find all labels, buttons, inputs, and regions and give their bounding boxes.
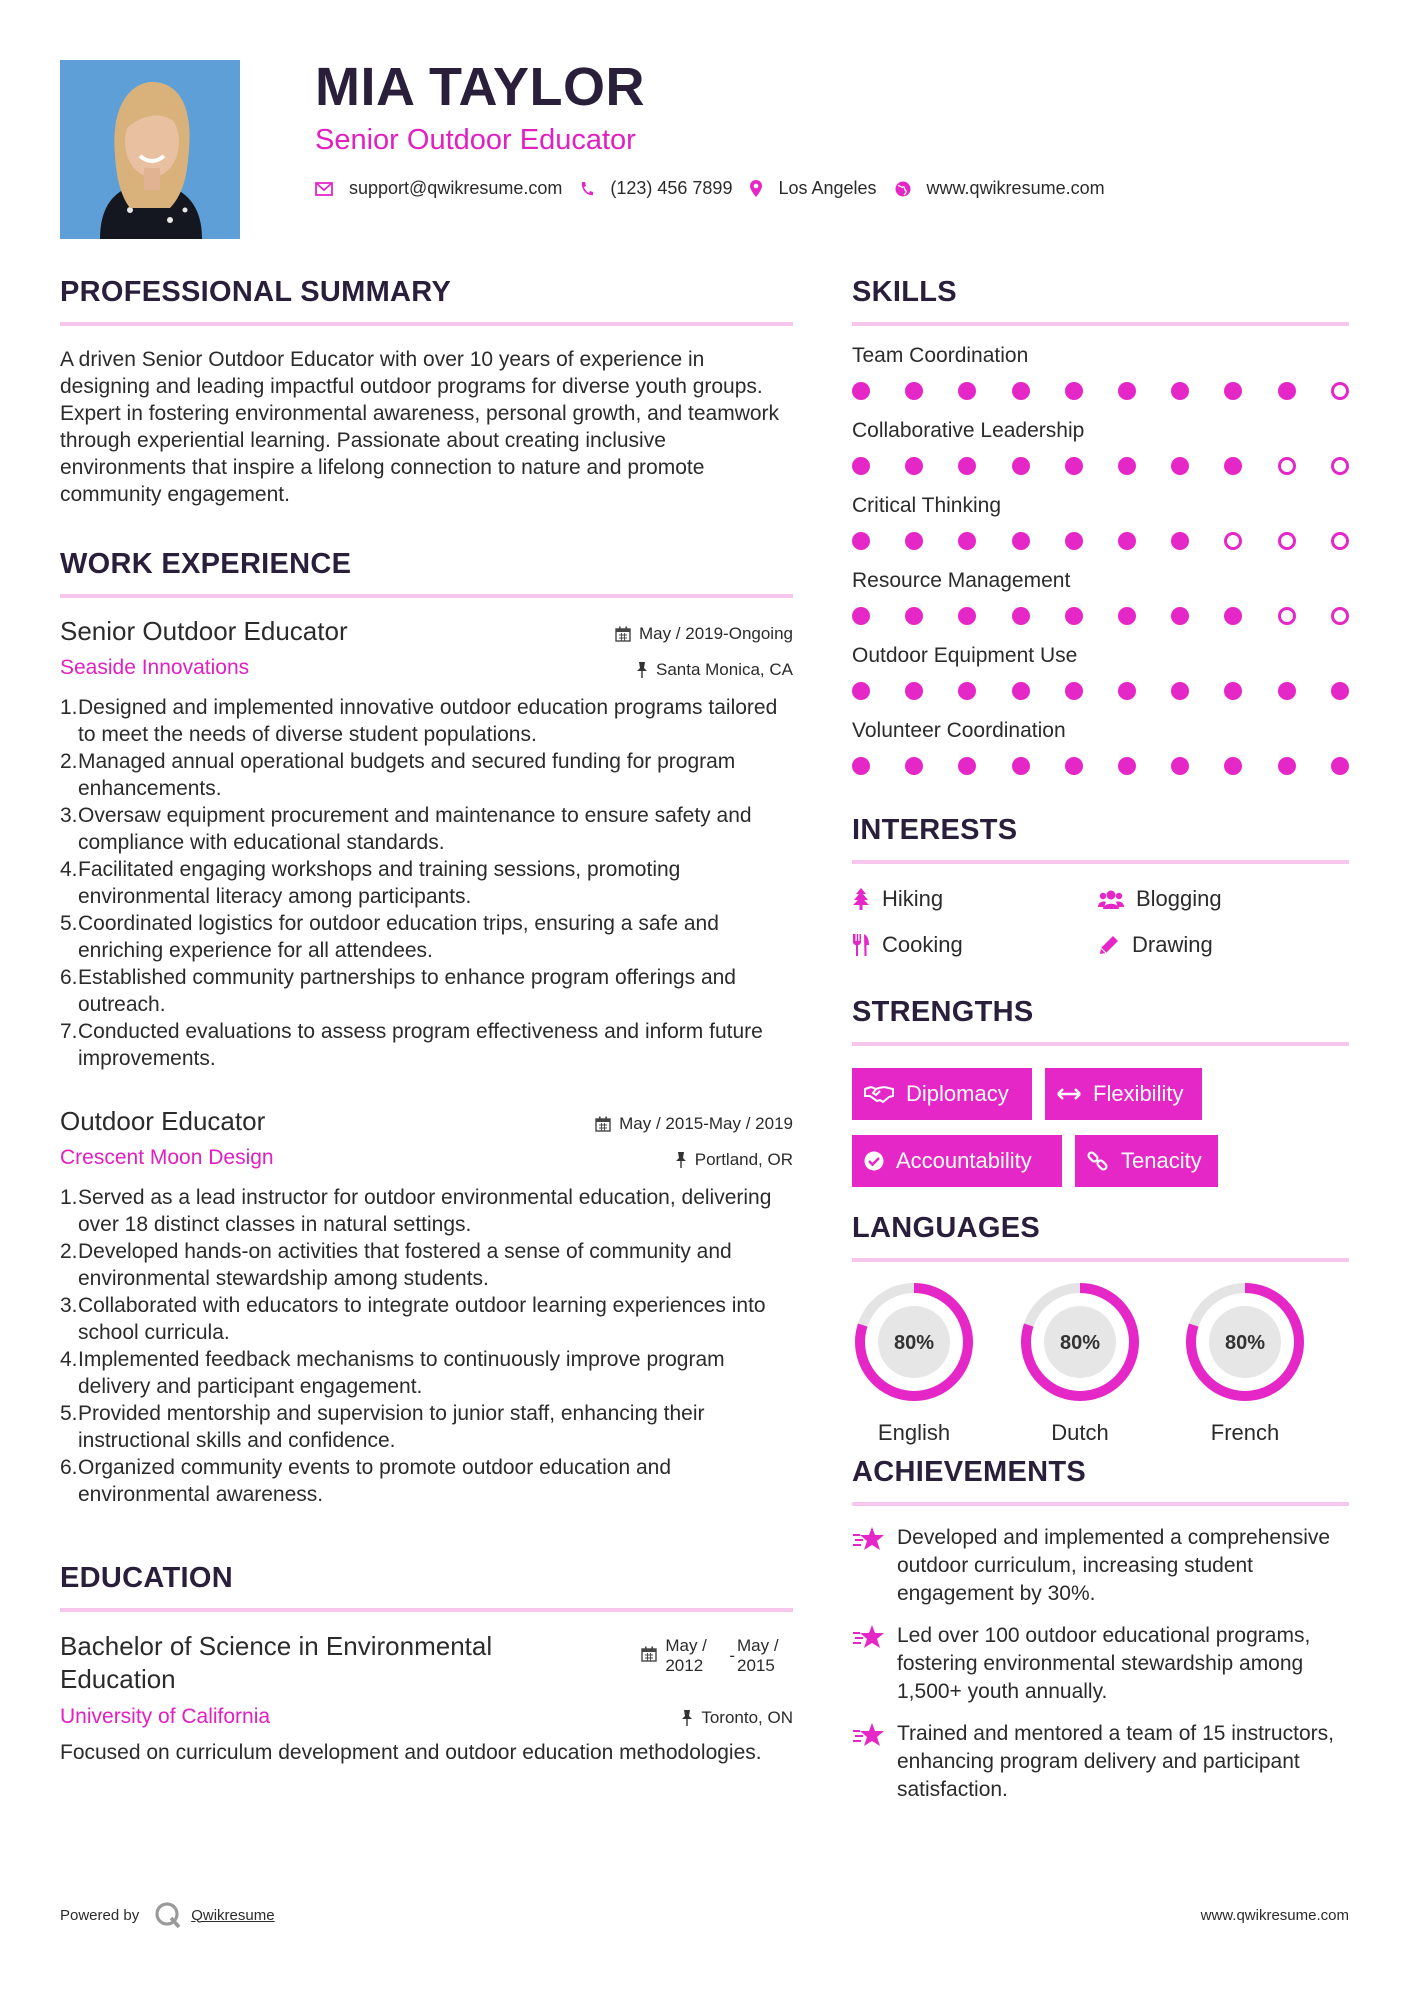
- list-item: [60, 910, 793, 964]
- job-location-text: Santa Monica, CA: [655, 660, 793, 679]
- strengths-section: [852, 996, 1349, 1190]
- rating-dot-filled: [1171, 757, 1189, 775]
- job-location: [636, 660, 793, 680]
- rating-dot-filled: [905, 757, 923, 775]
- skill-item: [852, 494, 1349, 569]
- rating-dot-filled: [958, 532, 976, 550]
- rating-dot-filled: [1012, 382, 1030, 400]
- rating-dot-filled: [905, 607, 923, 625]
- achievement-item: [852, 1524, 1349, 1608]
- list-number: 3.: [60, 804, 78, 827]
- bullet-text: Collaborated with educators to integrate outdoor learning experiences into school curricula.: [78, 1294, 766, 1344]
- check-circle-icon: [864, 1151, 884, 1171]
- rating-dot-filled: [958, 382, 976, 400]
- skill-rating: [852, 446, 1349, 494]
- school-name: University of California: [60, 1705, 271, 1728]
- list-item: [60, 1400, 793, 1454]
- education-description: Focused on curriculum development and outdoor education methodologies.: [60, 1741, 762, 1764]
- language-percent: 80%: [1059, 1332, 1101, 1354]
- skill-name: Outdoor Equipment Use: [852, 644, 1078, 667]
- rating-dot-filled: [1118, 532, 1136, 550]
- rating-dot-empty: [1331, 607, 1349, 625]
- skill-item: [852, 719, 1349, 794]
- rating-dot-empty: [1278, 457, 1296, 475]
- job-entry: [60, 1106, 793, 1508]
- rating-dot-filled: [1065, 682, 1083, 700]
- interest-item: [1098, 932, 1213, 958]
- skill-item: [852, 419, 1349, 494]
- rating-dot-filled: [852, 682, 870, 700]
- strength-label: Accountability: [896, 1148, 1032, 1173]
- rating-dot-filled: [852, 607, 870, 625]
- rating-dot-filled: [852, 757, 870, 775]
- list-number: 3.: [60, 1294, 78, 1317]
- list-number: 5.: [60, 1402, 78, 1425]
- rating-dot-filled: [1171, 532, 1189, 550]
- language-ring: [852, 1280, 976, 1404]
- calendar-icon: [615, 626, 631, 642]
- footer-powered-by: [60, 1900, 275, 1930]
- skill-name: Team Coordination: [852, 344, 1029, 367]
- rating-dot-empty: [1331, 457, 1349, 475]
- rating-dot-filled: [905, 532, 923, 550]
- list-item: [60, 1238, 793, 1292]
- list-number: 7.: [60, 1020, 78, 1043]
- bullet-text: Conducted evaluations to assess program effectiveness and inform future improvements.: [78, 1020, 763, 1070]
- language-percent: 80%: [1224, 1332, 1266, 1354]
- rating-dot-empty: [1278, 607, 1296, 625]
- strength-label: Tenacity: [1121, 1148, 1202, 1173]
- pushpin-icon: [636, 662, 648, 678]
- achievement-text: Trained and mentored a team of 15 instructors, enhancing program delivery and participant satisfaction.: [897, 1722, 1334, 1801]
- strength-badge: [1045, 1068, 1202, 1120]
- utensils-icon: [852, 934, 870, 956]
- list-item: [60, 856, 793, 910]
- skill-item: [852, 569, 1349, 644]
- arrows-horizontal-icon: [1057, 1088, 1081, 1100]
- section-divider: [852, 1042, 1349, 1046]
- strength-label: Diplomacy: [906, 1081, 1009, 1106]
- section-divider: [60, 594, 793, 598]
- footer-website[interactable]: www.qwikresume.com: [1200, 1907, 1349, 1924]
- interest-item: [852, 886, 943, 912]
- interest-item: [852, 932, 963, 958]
- achievement-item: [852, 1720, 1349, 1804]
- pushpin-icon: [681, 1710, 693, 1726]
- achievements-heading: ACHIEVEMENTS: [852, 1456, 1087, 1488]
- contact-email[interactable]: [315, 178, 562, 199]
- skill-name: Volunteer Coordination: [852, 719, 1066, 742]
- rating-dot-filled: [1224, 682, 1242, 700]
- section-divider: [60, 322, 793, 326]
- education-date-end: May / 2015: [737, 1636, 779, 1675]
- rating-dot-filled: [852, 382, 870, 400]
- achievements-list: [852, 1524, 1349, 1804]
- interests-section: [852, 814, 1349, 986]
- handshake-icon: [864, 1085, 894, 1103]
- interest-label: Blogging: [1136, 886, 1222, 911]
- skill-name: Collaborative Leadership: [852, 419, 1085, 442]
- summary-text: A driven Senior Outdoor Educator with over 10 years of experience in designing and leading impactful outdoor programs for diverse youth groups. Expert in fostering environmental awareness, personal growth, and teamwork through experiential learning. Passionate about creating inclusive environments that inspire a lifelong connection to nature and promote community engagement.: [60, 348, 780, 506]
- rating-dot-filled: [958, 607, 976, 625]
- rating-dot-filled: [1065, 382, 1083, 400]
- star-icon: [852, 1624, 886, 1650]
- job-dates: [595, 1114, 793, 1134]
- experience-heading: WORK EXPERIENCE: [60, 548, 352, 580]
- list-number: 6.: [60, 966, 78, 989]
- skill-rating: [852, 596, 1349, 644]
- interest-label: Cooking: [882, 932, 963, 957]
- job-bullets: [60, 694, 793, 1072]
- rating-dot-empty: [1331, 382, 1349, 400]
- left-column: [60, 276, 793, 1766]
- star-icon: [852, 1526, 886, 1552]
- email-text: support@qwikresume.com: [349, 178, 563, 198]
- list-item: [60, 802, 793, 856]
- qwikresume-link[interactable]: Qwikresume: [191, 1906, 275, 1924]
- rating-dot-filled: [958, 757, 976, 775]
- education-section: [60, 1562, 793, 1766]
- rating-dot-filled: [1278, 382, 1296, 400]
- skill-rating: [852, 521, 1349, 569]
- rating-dot-filled: [1065, 607, 1083, 625]
- rating-dot-filled: [1012, 607, 1030, 625]
- language-ring: [1183, 1280, 1307, 1404]
- list-item: [60, 1292, 793, 1346]
- strength-label: Flexibility: [1093, 1081, 1184, 1106]
- pencil-icon: [1098, 934, 1120, 956]
- list-number: 5.: [60, 912, 78, 935]
- users-icon: [1098, 889, 1124, 909]
- rating-dot-filled: [1171, 457, 1189, 475]
- languages-section: [852, 1212, 1349, 1445]
- rating-dot-filled: [1171, 607, 1189, 625]
- language-name: English: [877, 1420, 951, 1445]
- achievements-section: [852, 1456, 1349, 1804]
- language-item: [852, 1280, 976, 1446]
- list-item: [60, 694, 793, 748]
- language-name: French: [1210, 1420, 1280, 1445]
- calendar-icon: [641, 1646, 657, 1662]
- star-icon: [852, 1722, 886, 1748]
- job-dates-text: May / 2015-May / 2019: [619, 1114, 793, 1133]
- rating-dot-empty: [1278, 532, 1296, 550]
- interests-heading: INTERESTS: [852, 814, 1018, 846]
- website-text: www.qwikresume.com: [926, 178, 1105, 198]
- skills-heading: SKILLS: [852, 276, 957, 308]
- candidate-title: Senior Outdoor Educator: [315, 124, 636, 156]
- rating-dot-filled: [1224, 382, 1242, 400]
- phone-text: (123) 456 7899: [610, 178, 733, 198]
- list-number: 4.: [60, 858, 78, 881]
- degree-line-1: Bachelor of Science in Environmental: [60, 1631, 493, 1661]
- list-number: 4.: [60, 1348, 78, 1371]
- rating-dot-filled: [1118, 382, 1136, 400]
- skill-rating: [852, 371, 1349, 419]
- list-item: [60, 1018, 793, 1072]
- job-title: Senior Outdoor Educator: [60, 616, 348, 646]
- education-location-text: Toronto, ON: [701, 1708, 793, 1727]
- list-item: [60, 748, 793, 802]
- rating-dot-filled: [905, 382, 923, 400]
- section-divider: [852, 860, 1349, 864]
- skill-item: [852, 644, 1349, 719]
- job-dates: [615, 624, 793, 644]
- list-item: [60, 1454, 793, 1508]
- job-company: Seaside Innovations: [60, 656, 250, 679]
- section-divider: [60, 1608, 793, 1612]
- language-percent: 80%: [893, 1332, 935, 1354]
- strengths-list: [852, 1068, 1349, 1190]
- skill-name: Resource Management: [852, 569, 1071, 592]
- education-heading: EDUCATION: [60, 1562, 233, 1594]
- bullet-text: Coordinated logistics for outdoor education trips, ensuring a safe and enriching experience for all attendees.: [78, 912, 719, 962]
- powered-by-text: Powered by: [60, 1906, 140, 1924]
- rating-dot-filled: [1012, 757, 1030, 775]
- job-location-text: Portland, OR: [694, 1150, 793, 1169]
- rating-dot-filled: [1065, 757, 1083, 775]
- bullet-text: Designed and implemented innovative outdoor education programs tailored to meet the needs of diverse student populations.: [78, 696, 778, 746]
- rating-dot-empty: [1331, 532, 1349, 550]
- rating-dot-filled: [905, 457, 923, 475]
- strength-badge: [1075, 1135, 1218, 1187]
- list-number: 1.: [60, 1186, 78, 1209]
- language-item: [1018, 1280, 1142, 1446]
- bullet-text: Managed annual operational budgets and secured funding for program enhancements.: [78, 750, 736, 800]
- skills-section: [852, 276, 1349, 794]
- rating-dot-filled: [1224, 757, 1242, 775]
- list-number: 2.: [60, 1240, 78, 1263]
- education-location: [681, 1708, 793, 1728]
- tree-icon: [852, 888, 870, 910]
- bullet-text: Provided mentorship and supervision to junior staff, enhancing their instructional skills and confidence.: [78, 1402, 705, 1452]
- job-dates-text: May / 2019-Ongoing: [638, 624, 793, 643]
- language-item: [1183, 1280, 1307, 1446]
- bullet-text: Served as a lead instructor for outdoor environmental education, delivering over 18 distinct classes in natural settings.: [78, 1186, 772, 1236]
- bullet-text: Oversaw equipment procurement and maintenance to ensure safety and compliance with educational standards.: [78, 804, 752, 854]
- contact-location: [750, 178, 876, 199]
- list-number: 2.: [60, 750, 78, 773]
- skill-rating: [852, 746, 1349, 794]
- languages-heading: LANGUAGES: [852, 1212, 1040, 1244]
- rating-dot-filled: [1065, 457, 1083, 475]
- rating-dot-filled: [1012, 682, 1030, 700]
- rating-dot-empty: [1224, 532, 1242, 550]
- list-number: 1.: [60, 696, 78, 719]
- education-date-separator: -: [729, 1646, 735, 1665]
- achievement-text: Led over 100 outdoor educational programs, fostering environmental stewardship among 1,500+ youth annually.: [897, 1624, 1311, 1703]
- job-company: Crescent Moon Design: [60, 1146, 274, 1169]
- section-divider: [852, 1258, 1349, 1262]
- skill-item: [852, 344, 1349, 419]
- summary-section: [60, 276, 793, 508]
- skills-list: [852, 344, 1349, 794]
- rating-dot-filled: [1118, 457, 1136, 475]
- candidate-name: MIA TAYLOR: [315, 57, 646, 117]
- interests-list: [852, 886, 1349, 986]
- education-date-start: May / 2012: [665, 1636, 707, 1675]
- bullet-text: Implemented feedback mechanisms to continuously improve program delivery and participant engagement.: [78, 1348, 725, 1398]
- rating-dot-filled: [852, 457, 870, 475]
- list-item: [60, 964, 793, 1018]
- rating-dot-filled: [1331, 682, 1349, 700]
- skill-rating: [852, 671, 1349, 719]
- bullet-text: Developed hands-on activities that fostered a sense of community and environmental stewardship among students.: [78, 1240, 732, 1290]
- strength-badge: [852, 1135, 1062, 1187]
- map-pin-icon: [750, 180, 762, 197]
- list-number: 6.: [60, 1456, 78, 1479]
- strengths-heading: STRENGTHS: [852, 996, 1034, 1028]
- job-title: Outdoor Educator: [60, 1106, 266, 1136]
- envelope-icon: [315, 182, 333, 196]
- rating-dot-filled: [1118, 757, 1136, 775]
- job-entry: [60, 616, 793, 1072]
- pushpin-icon: [675, 1152, 687, 1168]
- achievement-item: [852, 1622, 1349, 1706]
- job-bullets: [60, 1184, 793, 1508]
- rating-dot-filled: [905, 682, 923, 700]
- calendar-icon: [595, 1116, 611, 1132]
- languages-list: [852, 1280, 1349, 1445]
- skill-name: Critical Thinking: [852, 494, 1001, 517]
- rating-dot-filled: [1278, 757, 1296, 775]
- job-location: [675, 1150, 793, 1170]
- bullet-text: Organized community events to promote outdoor education and environmental awareness.: [78, 1456, 672, 1506]
- phone-icon: [580, 181, 594, 197]
- rating-dot-filled: [1118, 607, 1136, 625]
- globe-icon: [895, 181, 911, 197]
- qwikresume-logo-icon: [153, 1900, 183, 1930]
- rating-dot-filled: [958, 457, 976, 475]
- language-name: Dutch: [1051, 1420, 1109, 1445]
- rating-dot-filled: [852, 532, 870, 550]
- right-column: [852, 276, 1349, 1818]
- rating-dot-filled: [1224, 607, 1242, 625]
- summary-heading: PROFESSIONAL SUMMARY: [60, 276, 452, 308]
- contact-phone[interactable]: [580, 178, 732, 199]
- degree-line-2: Education: [60, 1664, 176, 1694]
- rating-dot-filled: [1118, 682, 1136, 700]
- education-dates: [641, 1636, 793, 1676]
- bullet-text: Facilitated engaging workshops and training sessions, promoting environmental literacy among participants.: [78, 858, 681, 908]
- contact-website[interactable]: [895, 178, 1105, 199]
- interest-label: Drawing: [1132, 932, 1213, 957]
- bullet-text: Established community partnerships to enhance program offerings and outreach.: [78, 966, 736, 1016]
- experience-section: [60, 548, 793, 1508]
- strength-badge: [852, 1068, 1032, 1120]
- education-entry: [60, 1630, 793, 1766]
- rating-dot-filled: [1065, 532, 1083, 550]
- link-icon: [1087, 1150, 1109, 1172]
- list-item: [60, 1346, 793, 1400]
- achievement-text: Developed and implemented a comprehensive outdoor curriculum, increasing student engagement by 30%.: [897, 1526, 1331, 1605]
- rating-dot-filled: [958, 682, 976, 700]
- section-divider: [852, 322, 1349, 326]
- rating-dot-filled: [1278, 682, 1296, 700]
- interest-item: [1098, 886, 1222, 912]
- profile-photo: [60, 60, 240, 239]
- language-ring: [1018, 1280, 1142, 1404]
- section-divider: [852, 1502, 1349, 1506]
- rating-dot-filled: [1171, 682, 1189, 700]
- location-text: Los Angeles: [778, 178, 877, 198]
- interest-label: Hiking: [882, 886, 944, 911]
- rating-dot-filled: [1224, 457, 1242, 475]
- rating-dot-filled: [1171, 382, 1189, 400]
- list-item: [60, 1184, 793, 1238]
- rating-dot-filled: [1012, 532, 1030, 550]
- contact-bar: [315, 178, 1123, 199]
- rating-dot-filled: [1012, 457, 1030, 475]
- rating-dot-filled: [1331, 757, 1349, 775]
